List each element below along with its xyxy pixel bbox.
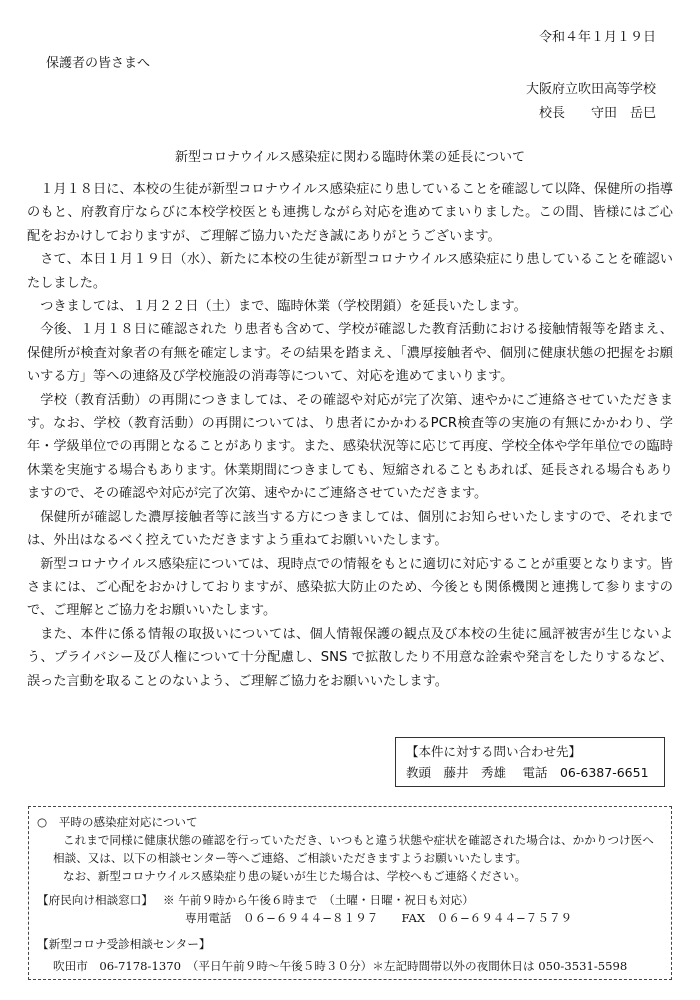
principal-name: 校長 守田 岳巳: [538, 106, 656, 121]
prefecture-consult-hours: ※ 午前９時から午後６時まで （土曜・日曜・祝日も対応）: [162, 893, 474, 907]
contact-line: 教頭 藤井 秀雄 電話 06-6387-6651: [406, 765, 649, 780]
document-title: 新型コロナウイルス感染症に関わる臨時休業の延長について: [175, 150, 525, 165]
body-paragraph: 今後、１月１８日に確認された り患者も含めて、学校が確認した教育活動における接触情報等を踏まえ、保健所が検査対象者の有無を確定します。その結果を踏まえ、「濃厚接触者や、個別に健康状態の把握をお願いする方」等への連絡及び学校施設の消毒等について、対応を進めてまいります。: [27, 322, 673, 385]
body-paragraph: また、本件に係る情報の取扱いについては、個人情報保護の観点及び本校の生徒に風評被害が生じないよう、プライバシー及び人権について十分配慮し、SNS で拡散したり不用意な詮索や発言をしたりするなど、誤った言動を取ることのないよう、ご理解ご協力をお願いいたします。: [27, 626, 673, 689]
document-date: 令和４年１月１９日: [538, 30, 656, 45]
body-paragraph: つきましては、１月２２日（土）まで、臨時休業（学校閉鎖）を延長いたします。: [40, 299, 527, 315]
body-paragraph: 新型コロナウイルス感染症については、現時点での情報をもとに適切に対応することが重要となります。皆さまには、ご心配をおかけしておりますが、感染拡大防止のため、今後とも関係機関と連携して参りますので、ご理解とご協力をお願いいたします。: [27, 556, 673, 619]
body-paragraph: 保健所が確認した濃厚接触者等に該当する方につきましては、個別にお知らせいたしますので、それまでは、外出はなるべく控えていただきますよう重ねてお願いいたします。: [27, 509, 673, 549]
notice-heading: ○ 平時の感染症対応について: [37, 815, 198, 829]
notice-box: [28, 806, 672, 980]
notice-text: これまで同様に健康状態の確認を行っていただき、いつもと違う状態や症状を確認された場合は、かかりつけ医へ: [63, 833, 654, 847]
center-label: 【新型コロナ受診相談センター】: [37, 937, 211, 951]
body-paragraph: １月１８日に、本校の生徒が新型コロナウイルス感染症にり患していることを確認して以降、保健所の指導のもと、府教育庁ならびに本校学校医とも連携しながら対応を進めてまいりました。この間、皆様にはご心配をおかけしておりますが、ご理解ご協力いただき誠にありがとうございます。: [27, 182, 673, 244]
prefecture-consult-label: 【府民向け相談窓口】: [37, 893, 153, 907]
document-body: [27, 178, 673, 693]
addressee: 保護者の皆さまへ: [46, 56, 151, 71]
body-paragraph: さて、本日１月１９日（水）、新たに本校の生徒が新型コロナウイルス感染症にり患していることを確認いたしました。: [27, 252, 673, 291]
school-name: 大阪府立吹田高等学校: [525, 82, 656, 97]
notice-text: 相談、又は、以下の相談センター等へご連絡、ご相談いただきますようお願いいたします。: [53, 851, 527, 865]
contact-box: [395, 737, 665, 787]
prefecture-consult-phone: 専用電話 ０６−６９４４−８１９７ FAX ０６−６９４４−７５７９: [185, 911, 573, 925]
center-line: 吹田市 06-7178-1370 （平日午前９時～午後５時３０分）＊左記時間帯以外の夜間休日は 050-3531-5598: [53, 959, 628, 973]
notice-text: なお、新型コロナウイルス感染症り患の疑いが生じた場合は、学校へもご連絡ください。: [63, 869, 527, 883]
contact-heading: 【本件に対する問い合わせ先】: [406, 744, 582, 759]
body-paragraph: 学校（教育活動）の再開につきましては、その確認や対応が完了次第、速やかにご連絡させていただきます。なお、学校（教育活動）の再開については、り患者にかかわるPCR検査等の実施の有無にかかわり、学年・学級単位での再開となることがあります。また、感染状況等に応じて再度、学校全体や学年単位での臨時休業を実施する場合もあります。休業期間につきましても、短縮されることもあれば、延長される場合もありますので、その確認や対応が完了次第、速やかにご連絡させていただきます。: [27, 392, 673, 502]
